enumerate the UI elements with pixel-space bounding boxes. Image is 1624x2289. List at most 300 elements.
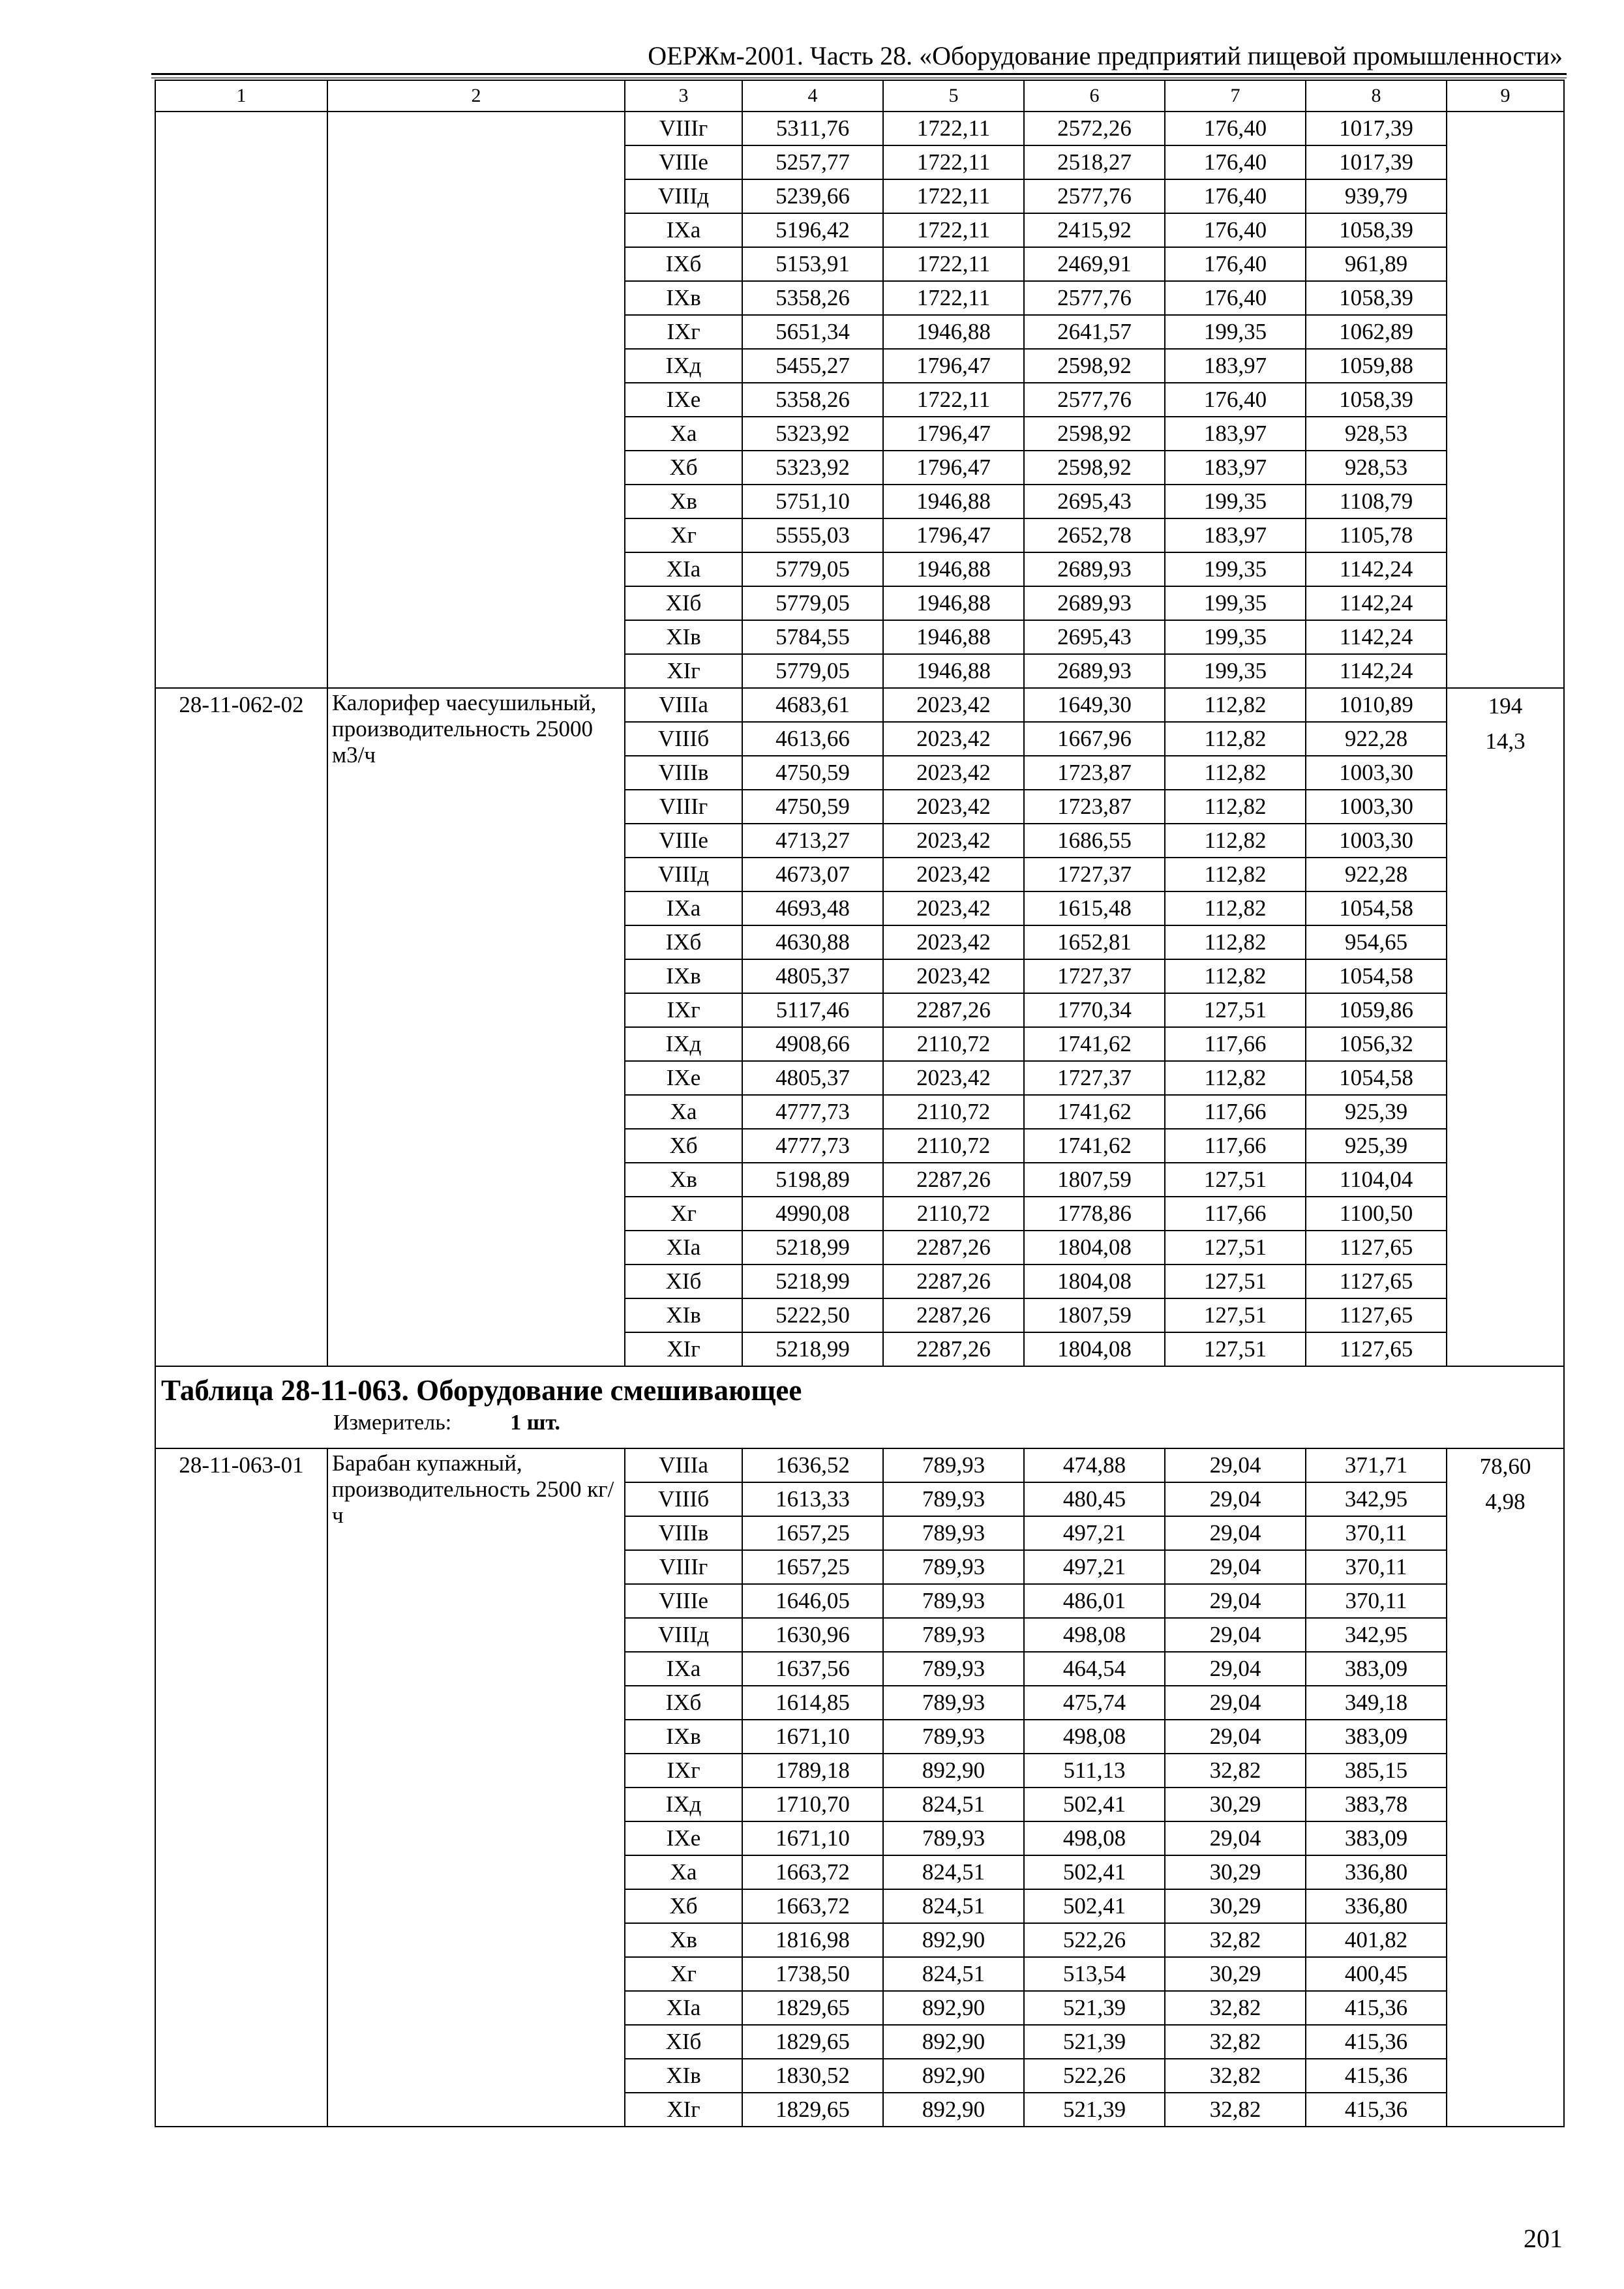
machinist-wage-cell: 176,40	[1165, 112, 1306, 145]
material-cell: 349,18	[1306, 1686, 1447, 1720]
material-cell: 1142,24	[1306, 586, 1447, 620]
machinist-wage-cell: 32,82	[1165, 2025, 1306, 2059]
wage-cell: 2287,26	[883, 1163, 1024, 1197]
material-cell: 1142,24	[1306, 552, 1447, 586]
machinist-wage-cell: 127,51	[1165, 1298, 1306, 1332]
machinist-wage-cell: 30,29	[1165, 1889, 1306, 1923]
region-cell: XIа	[625, 552, 742, 586]
material-cell: 383,78	[1306, 1788, 1447, 1821]
wage-cell: 1796,47	[883, 451, 1024, 485]
price-total-cell: 5455,27	[742, 349, 883, 383]
price-total-cell: 1829,65	[742, 1991, 883, 2025]
machine-cell: 1741,62	[1024, 1095, 1165, 1129]
material-cell: 928,53	[1306, 417, 1447, 451]
machinist-wage-cell: 29,04	[1165, 1516, 1306, 1550]
machinist-labor-value: 4,98	[1485, 1489, 1526, 1514]
labor-cost-value: 78,60	[1479, 1454, 1531, 1479]
machinist-wage-cell: 32,82	[1165, 1991, 1306, 2025]
region-cell: IXе	[625, 1061, 742, 1095]
material-cell: 342,95	[1306, 1618, 1447, 1652]
region-cell: IXб	[625, 247, 742, 281]
machine-cell: 502,41	[1024, 1788, 1165, 1821]
price-total-cell: 5751,10	[742, 485, 883, 518]
machinist-wage-cell: 199,35	[1165, 552, 1306, 586]
region-cell: XIв	[625, 2059, 742, 2093]
region-cell: IXд	[625, 1788, 742, 1821]
price-total-cell: 5218,99	[742, 1332, 883, 1366]
machinist-wage-cell: 199,35	[1165, 654, 1306, 688]
material-cell: 1058,39	[1306, 383, 1447, 417]
price-total-cell: 5222,50	[742, 1298, 883, 1332]
unit-value: 1 шт.	[510, 1411, 561, 1435]
machine-cell: 2689,93	[1024, 552, 1165, 586]
machine-cell: 502,41	[1024, 1855, 1165, 1889]
material-cell: 401,82	[1306, 1923, 1447, 1957]
table-row	[155, 688, 1564, 722]
material-cell: 1108,79	[1306, 485, 1447, 518]
material-cell: 928,53	[1306, 451, 1447, 485]
region-cell: XIа	[625, 1231, 742, 1264]
section-banner	[155, 1366, 1564, 1448]
machine-cell: 2598,92	[1024, 417, 1165, 451]
machine-cell: 2577,76	[1024, 179, 1165, 213]
wage-cell: 2110,72	[883, 1197, 1024, 1231]
machine-cell: 1727,37	[1024, 858, 1165, 891]
machine-cell: 521,39	[1024, 1991, 1165, 2025]
wage-cell: 2110,72	[883, 1095, 1024, 1129]
wage-cell: 789,93	[883, 1821, 1024, 1855]
material-cell: 922,28	[1306, 722, 1447, 756]
region-cell: Xб	[625, 1889, 742, 1923]
unit-line	[161, 1410, 1558, 1436]
column-header: 9	[1447, 80, 1564, 112]
price-total-cell: 1671,10	[742, 1720, 883, 1754]
machine-cell: 474,88	[1024, 1448, 1165, 1482]
region-cell: XIб	[625, 586, 742, 620]
price-total-cell: 5198,89	[742, 1163, 883, 1197]
price-total-cell: 5784,55	[742, 620, 883, 654]
machine-cell: 486,01	[1024, 1584, 1165, 1618]
wage-cell: 892,90	[883, 2093, 1024, 2127]
machinist-wage-cell: 183,97	[1165, 451, 1306, 485]
machine-cell: 2695,43	[1024, 620, 1165, 654]
wage-cell: 789,93	[883, 1550, 1024, 1584]
price-table	[155, 80, 1565, 2127]
material-cell: 383,09	[1306, 1652, 1447, 1686]
machine-cell: 2577,76	[1024, 383, 1165, 417]
price-total-cell: 5323,92	[742, 451, 883, 485]
material-cell: 1142,24	[1306, 620, 1447, 654]
wage-cell: 2023,42	[883, 858, 1024, 891]
machinist-wage-cell: 176,40	[1165, 145, 1306, 179]
region-cell: IXа	[625, 891, 742, 925]
machinist-wage-cell: 127,51	[1165, 993, 1306, 1027]
region-cell: Xа	[625, 1855, 742, 1889]
wage-cell: 1946,88	[883, 315, 1024, 349]
price-total-cell: 1657,25	[742, 1516, 883, 1550]
price-total-cell: 4750,59	[742, 756, 883, 790]
region-cell: Xв	[625, 1163, 742, 1197]
price-total-cell: 4683,61	[742, 688, 883, 722]
machinist-wage-cell: 183,97	[1165, 417, 1306, 451]
material-cell: 400,45	[1306, 1957, 1447, 1991]
machine-cell: 1807,59	[1024, 1163, 1165, 1197]
machine-cell: 2415,92	[1024, 213, 1165, 247]
wage-cell: 1946,88	[883, 552, 1024, 586]
machine-cell: 497,21	[1024, 1516, 1165, 1550]
machinist-wage-cell: 117,66	[1165, 1197, 1306, 1231]
material-cell: 925,39	[1306, 1095, 1447, 1129]
material-cell: 1003,30	[1306, 790, 1447, 824]
machinist-wage-cell: 32,82	[1165, 2093, 1306, 2127]
region-cell: Xа	[625, 417, 742, 451]
price-total-cell: 1630,96	[742, 1618, 883, 1652]
price-total-cell: 4805,37	[742, 959, 883, 993]
wage-cell: 1796,47	[883, 349, 1024, 383]
column-header: 4	[742, 80, 883, 112]
material-cell: 1104,04	[1306, 1163, 1447, 1197]
machine-cell: 1770,34	[1024, 993, 1165, 1027]
name-cell	[327, 112, 625, 688]
wage-cell: 2023,42	[883, 688, 1024, 722]
price-total-cell: 1637,56	[742, 1652, 883, 1686]
machinist-labor-value: 14,3	[1485, 728, 1526, 754]
machine-cell: 475,74	[1024, 1686, 1165, 1720]
machinist-wage-cell: 112,82	[1165, 959, 1306, 993]
material-cell: 925,39	[1306, 1129, 1447, 1163]
wage-cell: 2023,42	[883, 891, 1024, 925]
wage-cell: 2287,26	[883, 1231, 1024, 1264]
region-cell: VIIIв	[625, 1516, 742, 1550]
wage-cell: 824,51	[883, 1788, 1024, 1821]
wage-cell: 1796,47	[883, 518, 1024, 552]
machine-cell: 1723,87	[1024, 756, 1165, 790]
machinist-wage-cell: 29,04	[1165, 1584, 1306, 1618]
price-total-cell: 4990,08	[742, 1197, 883, 1231]
column-header: 5	[883, 80, 1024, 112]
region-cell: IXе	[625, 1821, 742, 1855]
column-header: 3	[625, 80, 742, 112]
wage-cell: 2023,42	[883, 925, 1024, 959]
material-cell: 1105,78	[1306, 518, 1447, 552]
region-cell: VIIIб	[625, 722, 742, 756]
code-cell	[155, 112, 327, 688]
wage-cell: 1722,11	[883, 112, 1024, 145]
price-total-cell: 1830,52	[742, 2059, 883, 2093]
machinist-wage-cell: 127,51	[1165, 1231, 1306, 1264]
machine-cell: 1741,62	[1024, 1027, 1165, 1061]
machine-cell: 1804,08	[1024, 1332, 1165, 1366]
machinist-wage-cell: 32,82	[1165, 2059, 1306, 2093]
price-total-cell: 4777,73	[742, 1095, 883, 1129]
machinist-wage-cell: 117,66	[1165, 1095, 1306, 1129]
material-cell: 415,36	[1306, 2093, 1447, 2127]
machine-cell: 521,39	[1024, 2093, 1165, 2127]
price-total-cell: 5239,66	[742, 179, 883, 213]
region-cell: IXг	[625, 315, 742, 349]
material-cell: 1127,65	[1306, 1332, 1447, 1366]
machinist-wage-cell: 199,35	[1165, 485, 1306, 518]
machine-cell: 1686,55	[1024, 824, 1165, 858]
wage-cell: 1722,11	[883, 247, 1024, 281]
region-cell: IXа	[625, 1652, 742, 1686]
wage-cell: 2023,42	[883, 959, 1024, 993]
region-cell: XIг	[625, 654, 742, 688]
material-cell: 1100,50	[1306, 1197, 1447, 1231]
machinist-wage-cell: 127,51	[1165, 1264, 1306, 1298]
region-cell: IXг	[625, 1754, 742, 1788]
machine-cell: 1667,96	[1024, 722, 1165, 756]
machinist-wage-cell: 29,04	[1165, 1618, 1306, 1652]
material-cell: 1054,58	[1306, 959, 1447, 993]
material-cell: 1017,39	[1306, 145, 1447, 179]
section-title: Таблица 28-11-063. Оборудование смешивающее	[161, 1374, 802, 1407]
machinist-wage-cell: 117,66	[1165, 1129, 1306, 1163]
region-cell: IXб	[625, 925, 742, 959]
region-cell: XIб	[625, 2025, 742, 2059]
machine-cell: 464,54	[1024, 1652, 1165, 1686]
machine-cell: 1778,86	[1024, 1197, 1165, 1231]
machinist-wage-cell: 199,35	[1165, 620, 1306, 654]
region-cell: XIб	[625, 1264, 742, 1298]
material-cell: 385,15	[1306, 1754, 1447, 1788]
region-cell: IXв	[625, 281, 742, 315]
column-header: 7	[1165, 80, 1306, 112]
wage-cell: 789,93	[883, 1584, 1024, 1618]
region-cell: XIа	[625, 1991, 742, 2025]
price-total-cell: 5358,26	[742, 383, 883, 417]
price-total-cell: 5779,05	[742, 654, 883, 688]
wage-cell: 892,90	[883, 1754, 1024, 1788]
wage-cell: 789,93	[883, 1618, 1024, 1652]
material-cell: 954,65	[1306, 925, 1447, 959]
machinist-wage-cell: 199,35	[1165, 586, 1306, 620]
material-cell: 1059,88	[1306, 349, 1447, 383]
machine-cell: 498,08	[1024, 1720, 1165, 1754]
machine-cell: 522,26	[1024, 2059, 1165, 2093]
machinist-wage-cell: 112,82	[1165, 790, 1306, 824]
machinist-wage-cell: 30,29	[1165, 1957, 1306, 1991]
price-total-cell: 5218,99	[742, 1231, 883, 1264]
machine-cell: 2469,91	[1024, 247, 1165, 281]
wage-cell: 824,51	[883, 1957, 1024, 1991]
wage-cell: 789,93	[883, 1686, 1024, 1720]
price-total-cell: 5323,92	[742, 417, 883, 451]
material-cell: 1003,30	[1306, 756, 1447, 790]
machine-cell: 2689,93	[1024, 586, 1165, 620]
machinist-wage-cell: 29,04	[1165, 1821, 1306, 1855]
region-cell: Xг	[625, 1197, 742, 1231]
price-total-cell: 4673,07	[742, 858, 883, 891]
region-cell: VIIIг	[625, 112, 742, 145]
machine-cell: 513,54	[1024, 1957, 1165, 1991]
wage-cell: 789,93	[883, 1652, 1024, 1686]
price-total-cell: 5257,77	[742, 145, 883, 179]
material-cell: 342,95	[1306, 1482, 1447, 1516]
wage-cell: 2110,72	[883, 1129, 1024, 1163]
machine-cell: 1727,37	[1024, 959, 1165, 993]
region-cell: VIIIд	[625, 179, 742, 213]
section-banner-row	[155, 1366, 1564, 1448]
item-name: Калорифер чаесушильный, производительность 25000 м3/ч	[327, 688, 625, 1366]
material-cell: 370,11	[1306, 1584, 1447, 1618]
material-cell: 336,80	[1306, 1855, 1447, 1889]
machinist-wage-cell: 29,04	[1165, 1652, 1306, 1686]
region-cell: IXг	[625, 993, 742, 1027]
material-cell: 1062,89	[1306, 315, 1447, 349]
wage-cell: 2287,26	[883, 1332, 1024, 1366]
wage-cell: 1946,88	[883, 586, 1024, 620]
material-cell: 1142,24	[1306, 654, 1447, 688]
wage-cell: 789,93	[883, 1516, 1024, 1550]
machinist-wage-cell: 29,04	[1165, 1550, 1306, 1584]
machine-cell: 2518,27	[1024, 145, 1165, 179]
price-total-cell: 4805,37	[742, 1061, 883, 1095]
price-total-cell: 5555,03	[742, 518, 883, 552]
material-cell: 1054,58	[1306, 1061, 1447, 1095]
material-cell: 415,36	[1306, 1991, 1447, 2025]
material-cell: 370,11	[1306, 1550, 1447, 1584]
table-row	[155, 1448, 1564, 1482]
machinist-wage-cell: 112,82	[1165, 688, 1306, 722]
labor-cost-value: 194	[1488, 693, 1523, 719]
price-total-cell: 4693,48	[742, 891, 883, 925]
column-header: 2	[327, 80, 625, 112]
machinist-wage-cell: 199,35	[1165, 315, 1306, 349]
region-cell: XIг	[625, 1332, 742, 1366]
item-code: 28-11-063-01	[155, 1448, 327, 2127]
column-header: 6	[1024, 80, 1165, 112]
region-cell: Xа	[625, 1095, 742, 1129]
material-cell: 939,79	[1306, 179, 1447, 213]
price-total-cell: 5779,05	[742, 552, 883, 586]
machinist-wage-cell: 112,82	[1165, 925, 1306, 959]
column-header: 8	[1306, 80, 1447, 112]
price-total-cell: 5218,99	[742, 1264, 883, 1298]
price-total-cell: 5117,46	[742, 993, 883, 1027]
price-total-cell: 1738,50	[742, 1957, 883, 1991]
header-rule-thick	[151, 73, 1567, 75]
machine-cell: 502,41	[1024, 1889, 1165, 1923]
material-cell: 961,89	[1306, 247, 1447, 281]
region-cell: IXа	[625, 213, 742, 247]
material-cell: 415,36	[1306, 2025, 1447, 2059]
material-cell: 1127,65	[1306, 1298, 1447, 1332]
wage-cell: 1722,11	[883, 281, 1024, 315]
wage-cell: 2023,42	[883, 824, 1024, 858]
machinist-wage-cell: 112,82	[1165, 891, 1306, 925]
wage-cell: 1722,11	[883, 383, 1024, 417]
material-cell: 1058,39	[1306, 213, 1447, 247]
wage-cell: 2023,42	[883, 722, 1024, 756]
machine-cell: 480,45	[1024, 1482, 1165, 1516]
wage-cell: 2287,26	[883, 993, 1024, 1027]
price-total-cell: 1710,70	[742, 1788, 883, 1821]
wage-cell: 789,93	[883, 1448, 1024, 1482]
machinist-wage-cell: 117,66	[1165, 1027, 1306, 1061]
region-cell: VIIIа	[625, 688, 742, 722]
machinist-wage-cell: 176,40	[1165, 281, 1306, 315]
material-cell: 1054,58	[1306, 891, 1447, 925]
price-total-cell: 4713,27	[742, 824, 883, 858]
machine-cell: 511,13	[1024, 1754, 1165, 1788]
price-total-cell: 1829,65	[742, 2025, 883, 2059]
machine-cell: 498,08	[1024, 1618, 1165, 1652]
machinist-wage-cell: 127,51	[1165, 1163, 1306, 1197]
wage-cell: 1946,88	[883, 620, 1024, 654]
resource-cell	[1447, 1448, 1564, 2127]
region-cell: VIIIв	[625, 756, 742, 790]
machinist-wage-cell: 176,40	[1165, 383, 1306, 417]
wage-cell: 824,51	[883, 1889, 1024, 1923]
machine-cell: 1615,48	[1024, 891, 1165, 925]
wage-cell: 824,51	[883, 1855, 1024, 1889]
material-cell: 370,11	[1306, 1516, 1447, 1550]
resource-cell	[1447, 688, 1564, 1366]
material-cell: 383,09	[1306, 1720, 1447, 1754]
price-total-cell: 1636,52	[742, 1448, 883, 1482]
machinist-wage-cell: 29,04	[1165, 1720, 1306, 1754]
region-cell: IXд	[625, 349, 742, 383]
machinist-wage-cell: 176,40	[1165, 247, 1306, 281]
price-total-cell: 1663,72	[742, 1855, 883, 1889]
page-number: 201	[1524, 2224, 1563, 2253]
region-cell: IXв	[625, 1720, 742, 1754]
material-cell: 1059,86	[1306, 993, 1447, 1027]
machine-cell: 2695,43	[1024, 485, 1165, 518]
machine-cell: 522,26	[1024, 1923, 1165, 1957]
material-cell: 1010,89	[1306, 688, 1447, 722]
wage-cell: 2023,42	[883, 1061, 1024, 1095]
region-cell: Xг	[625, 518, 742, 552]
material-cell: 922,28	[1306, 858, 1447, 891]
region-cell: IXб	[625, 1686, 742, 1720]
price-total-cell: 5196,42	[742, 213, 883, 247]
wage-cell: 1722,11	[883, 145, 1024, 179]
material-cell: 415,36	[1306, 2059, 1447, 2093]
machine-cell: 1727,37	[1024, 1061, 1165, 1095]
region-cell: XIг	[625, 2093, 742, 2127]
price-total-cell: 5779,05	[742, 586, 883, 620]
region-cell: Xв	[625, 485, 742, 518]
price-total-cell: 4630,88	[742, 925, 883, 959]
wage-cell: 892,90	[883, 2025, 1024, 2059]
price-total-cell: 5651,34	[742, 315, 883, 349]
material-cell: 1003,30	[1306, 824, 1447, 858]
machinist-wage-cell: 29,04	[1165, 1686, 1306, 1720]
region-cell: VIIIд	[625, 1618, 742, 1652]
region-cell: Xб	[625, 1129, 742, 1163]
machinist-wage-cell: 29,04	[1165, 1448, 1306, 1482]
region-cell: VIIIг	[625, 790, 742, 824]
item-code: 28-11-062-02	[155, 688, 327, 1366]
machine-cell: 2577,76	[1024, 281, 1165, 315]
wage-cell: 1946,88	[883, 654, 1024, 688]
machinist-wage-cell: 112,82	[1165, 1061, 1306, 1095]
material-cell: 336,80	[1306, 1889, 1447, 1923]
wage-cell: 892,90	[883, 1991, 1024, 2025]
region-cell: VIIIа	[625, 1448, 742, 1482]
price-total-cell: 1613,33	[742, 1482, 883, 1516]
machinist-wage-cell: 32,82	[1165, 1923, 1306, 1957]
price-total-cell: 1663,72	[742, 1889, 883, 1923]
item-name: Барабан купажный, производительность 2500 кг/ч	[327, 1448, 625, 2127]
price-total-cell: 4613,66	[742, 722, 883, 756]
region-cell: XIв	[625, 1298, 742, 1332]
machinist-wage-cell: 30,29	[1165, 1788, 1306, 1821]
column-header: 1	[155, 80, 327, 112]
region-cell: VIIIе	[625, 1584, 742, 1618]
